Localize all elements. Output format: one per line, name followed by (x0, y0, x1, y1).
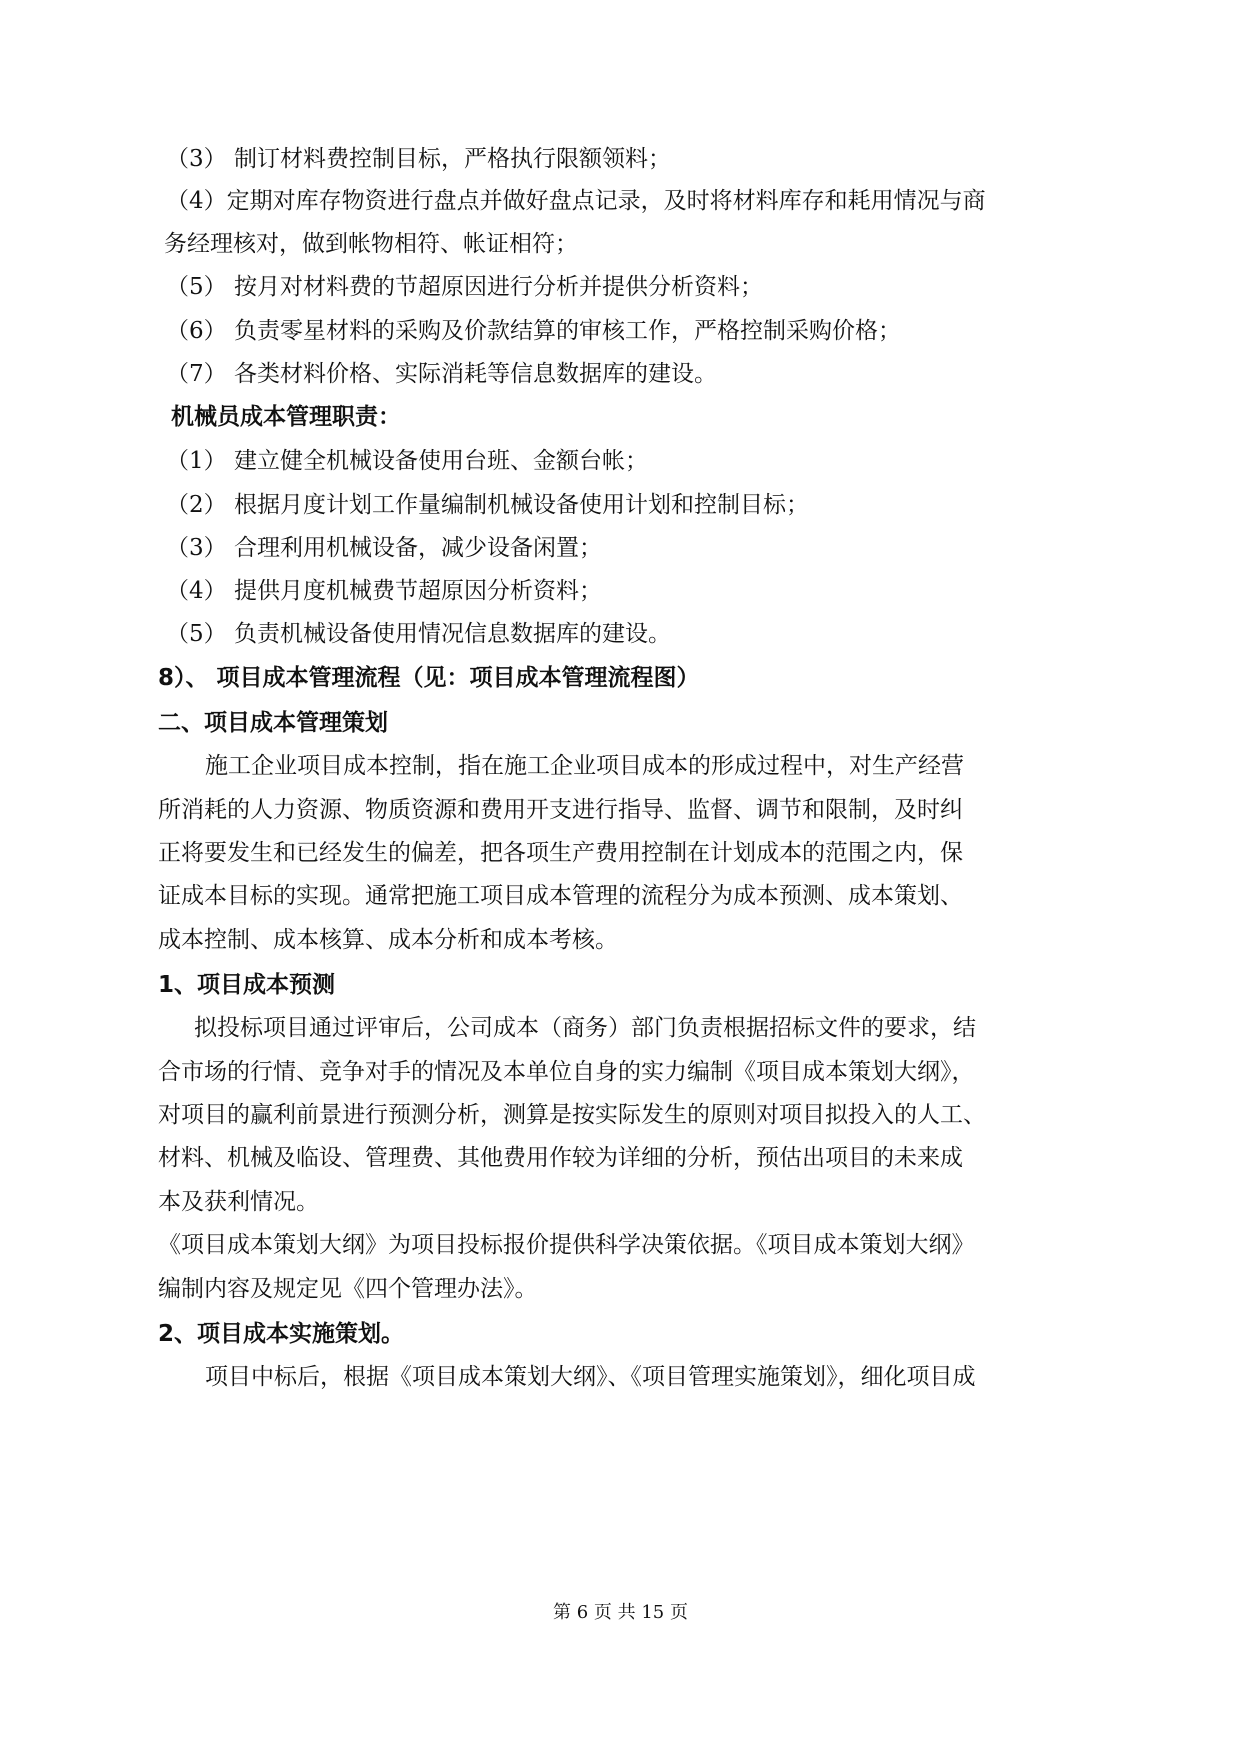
page-footer: 第 6 页 共 15 页 (553, 1602, 688, 1623)
paragraph-line: 成本控制、成本核算、成本分析和成本考核。 (158, 927, 618, 953)
section-heading: 8）、 项目成本管理流程（见：项目成本管理流程图） (158, 665, 700, 691)
text-line: （6） 负责零星材料的采购及价款结算的审核工作，严格控制采购价格； (166, 318, 901, 344)
text-line: （3） 制订材料费控制目标，严格执行限额领料； (166, 146, 671, 172)
text-line: 务经理核对，做到帐物相符、帐证相符； (164, 231, 578, 257)
text-line: （5） 负责机械设备使用情况信息数据库的建设。 (166, 621, 671, 647)
paragraph-line: 施工企业项目成本控制，指在施工企业项目成本的形成过程中，对生产经营 (205, 753, 964, 779)
section-heading: 机械员成本管理职责： (171, 404, 401, 430)
section-heading: 1、项目成本预测 (158, 972, 336, 998)
paragraph-line: 拟投标项目通过评审后，公司成本（商务）部门负责根据招标文件的要求，结 (194, 1015, 976, 1041)
section-heading: 二、项目成本管理策划 (158, 710, 388, 736)
text-line: （2） 根据月度计划工作量编制机械设备使用计划和控制目标； (166, 492, 809, 518)
text-line: （4）定期对库存物资进行盘点并做好盘点记录，及时将材料库存和耗用情况与商 (166, 188, 986, 214)
paragraph-line: 证成本目标的实现。通常把施工项目成本管理的流程分为成本预测、成本策划、 (158, 883, 963, 909)
paragraph-line: 对项目的赢利前景进行预测分析，测算是按实际发生的原则对项目拟投入的人工、 (158, 1102, 986, 1128)
paragraph-line: 合市场的行情、竞争对手的情况及本单位自身的实力编制《项目成本策划大纲》， (158, 1059, 975, 1085)
paragraph-line: 《项目成本策划大纲》为项目投标报价提供科学决策依据。《项目成本策划大纲》 (158, 1232, 975, 1258)
paragraph-line: 编制内容及规定见《四个管理办法》。 (158, 1276, 538, 1302)
paragraph-line: 正将要发生和已经发生的偏差，把各项生产费用控制在计划成本的范围之内，保 (158, 840, 963, 866)
paragraph-line: 所消耗的人力资源、物质资源和费用开支进行指导、监督、调节和限制，及时纠 (158, 797, 963, 823)
paragraph-line: 本及获利情况。 (158, 1189, 319, 1215)
paragraph-line: 材料、机械及临设、管理费、其他费用作较为详细的分析，预估出项目的未来成 (158, 1145, 963, 1171)
text-line: （7） 各类材料价格、实际消耗等信息数据库的建设。 (166, 361, 717, 387)
text-line: （5） 按月对材料费的节超原因进行分析并提供分析资料； (166, 274, 763, 300)
section-heading: 2、项目成本实施策划。 (158, 1321, 405, 1347)
paragraph-line: 项目中标后，根据《项目成本策划大纲》、《项目管理实施策划》，细化项目成 (205, 1364, 976, 1390)
text-line: （4） 提供月度机械费节超原因分析资料； (166, 578, 602, 604)
text-line: （3） 合理利用机械设备，减少设备闲置； (166, 535, 602, 561)
text-line: （1） 建立健全机械设备使用台班、金额台帐； (166, 448, 648, 474)
